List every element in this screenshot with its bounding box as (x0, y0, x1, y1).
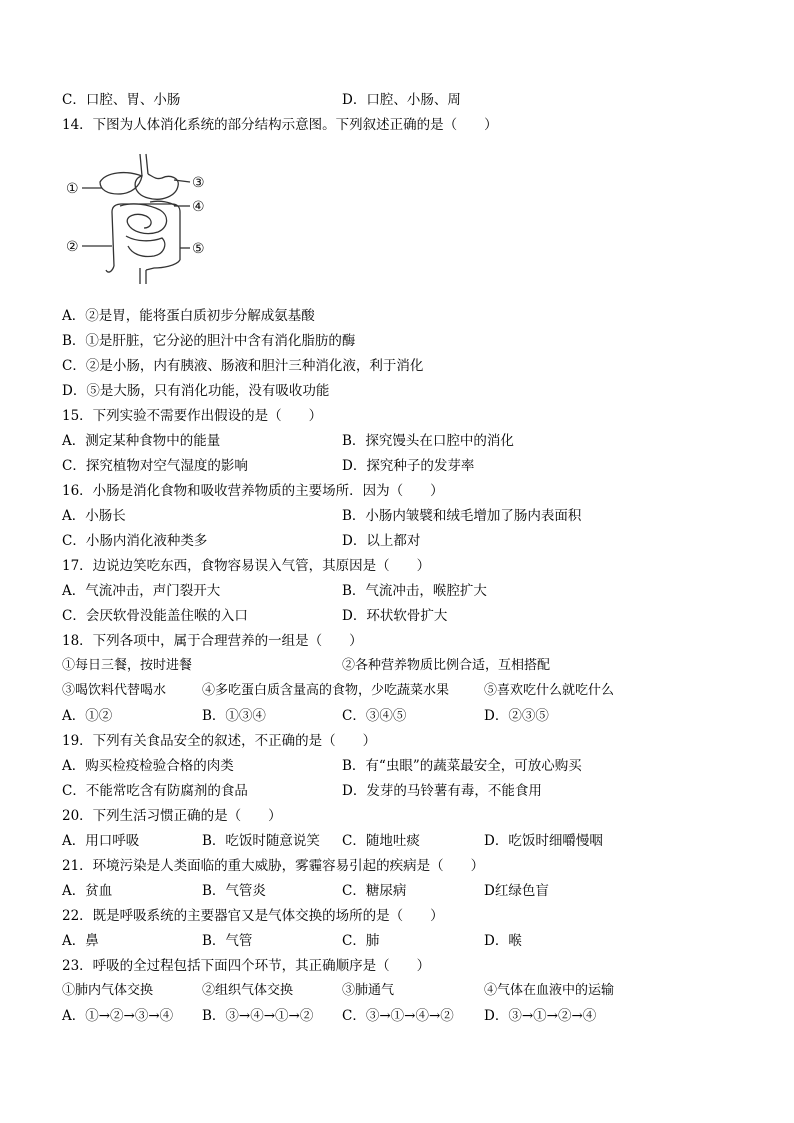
q18-statement-3: ③喝饮料代替喝水 (62, 683, 167, 698)
diagram-label-2: ② (66, 239, 79, 255)
q20-option-d: D．吃饭时细嚼慢咽 (484, 833, 603, 849)
diagram-label-4: ④ (192, 199, 205, 215)
q21-option-d: D红绿色盲 (484, 883, 549, 899)
diagram-label-3: ③ (192, 175, 205, 191)
q16-option-c: C．小肠内消化液种类多 (62, 533, 208, 549)
q14-option-d: D．⑤是大肠，只有消化功能，没有吸收功能 (62, 383, 330, 399)
q19-stem: 19．下列有关食品安全的叙述，不正确的是（ ） (62, 733, 377, 749)
q13-option-c: C．口腔、胃、小肠 (62, 92, 181, 108)
q18-option-c: C．③④⑤ (342, 708, 407, 724)
q23-option-b: B．③→④→①→② (202, 1008, 314, 1024)
q22-stem: 22．既是呼吸系统的主要器官又是气体交换的场所的是（ ） (62, 908, 444, 924)
q20-stem: 20．下列生活习惯正确的是（ ） (62, 808, 282, 824)
q23-stem: 23．呼吸的全过程包括下面四个环节，其正确顺序是（ ） (62, 958, 431, 974)
q22-option-b: B．气管 (202, 933, 253, 949)
q22-option-d: D．喉 (484, 933, 522, 949)
q23-step-3: ③肺通气 (342, 983, 395, 998)
q19-option-b: B．有“虫眼”的蔬菜最安全，可放心购买 (342, 758, 582, 774)
q16-option-d: D．以上都对 (342, 533, 421, 549)
q21-option-b: B．气管炎 (202, 883, 266, 899)
q22-option-c: C．肺 (342, 933, 380, 949)
q23-step-1: ①肺内气体交换 (62, 983, 154, 998)
digestive-system-drawing (62, 148, 222, 290)
q18-statement-2: ②各种营养物质比例合适，互相搭配 (342, 658, 551, 673)
q17-stem: 17．边说边笑吃东西，食物容易误入气管，其原因是（ ） (62, 558, 431, 574)
q18-statement-5: ⑤喜欢吃什么就吃什么 (484, 683, 615, 698)
q19-option-c: C．不能常吃含有防腐剂的食品 (62, 783, 248, 799)
q18-statement-1: ①每日三餐，按时进餐 (62, 658, 193, 673)
q22-option-a: A．鼻 (62, 933, 99, 949)
q20-option-b: B．吃饭时随意说笑 (202, 833, 320, 849)
q14-stem: 14．下图为人体消化系统的部分结构示意图。下列叙述正确的是（ ） (62, 117, 498, 133)
q19-option-a: A．购买检疫检验合格的肉类 (62, 758, 234, 774)
q16-option-b: B．小肠内皱襞和绒毛增加了肠内表面积 (342, 508, 582, 524)
q15-option-d: D．探究种子的发芽率 (342, 458, 475, 474)
q23-option-c: C．③→①→④→② (342, 1008, 454, 1024)
q16-stem: 16．小肠是消化食物和吸收营养物质的主要场所．因为（ ） (62, 483, 444, 499)
q18-statement-4: ④多吃蛋白质含量高的食物，少吃蔬菜水果 (202, 683, 450, 698)
q15-stem: 15．下列实验不需要作出假设的是（ ） (62, 408, 323, 424)
q14-option-a: A．②是胃，能将蛋白质初步分解成氨基酸 (62, 308, 315, 324)
q20-option-c: C．随地吐痰 (342, 833, 420, 849)
q17-option-c: C．会厌软骨没能盖住喉的入口 (62, 608, 248, 624)
q17-option-d: D．环状软骨扩大 (342, 608, 448, 624)
q23-step-4: ④气体在血液中的运输 (484, 983, 615, 998)
q14-option-b: B．①是肝脏，它分泌的胆汁中含有消化脂肪的酶 (62, 333, 356, 349)
q23-option-a: A．①→②→③→④ (62, 1008, 174, 1024)
q19-option-d: D．发芽的马铃薯有毒，不能食用 (342, 783, 542, 799)
q17-option-a: A．气流冲击，声门裂开大 (62, 583, 221, 599)
q18-option-d: D．②③⑤ (484, 708, 549, 724)
q21-option-c: C．糖尿病 (342, 883, 407, 899)
digestive-system-diagram (62, 148, 222, 290)
q21-option-a: A．贫血 (62, 883, 113, 899)
q17-option-b: B．气流冲击，喉腔扩大 (342, 583, 487, 599)
q15-option-a: A．测定某种食物中的能量 (62, 433, 221, 449)
q21-stem: 21．环境污染是人类面临的重大威胁，雾霾容易引起的疾病是（ ） (62, 858, 485, 874)
diagram-label-1: ① (66, 181, 79, 197)
q18-option-a: A．①② (62, 708, 113, 724)
q18-option-b: B．①③④ (202, 708, 266, 724)
q14-option-c: C．②是小肠，内有胰液、肠液和胆汁三种消化液，利于消化 (62, 358, 424, 374)
q15-option-b: B．探究馒头在口腔中的消化 (342, 433, 514, 449)
q23-step-2: ②组织气体交换 (202, 983, 294, 998)
q15-option-c: C．探究植物对空气湿度的影响 (62, 458, 248, 474)
q13-option-d: D．口腔、小肠、周 (342, 92, 461, 108)
q18-stem: 18．下列各项中，属于合理营养的一组是（ ） (62, 633, 363, 649)
diagram-label-5: ⑤ (192, 241, 205, 257)
q16-option-a: A．小肠长 (62, 508, 126, 524)
q23-option-d: D．③→①→②→④ (484, 1008, 597, 1024)
q20-option-a: A．用口呼吸 (62, 833, 140, 849)
